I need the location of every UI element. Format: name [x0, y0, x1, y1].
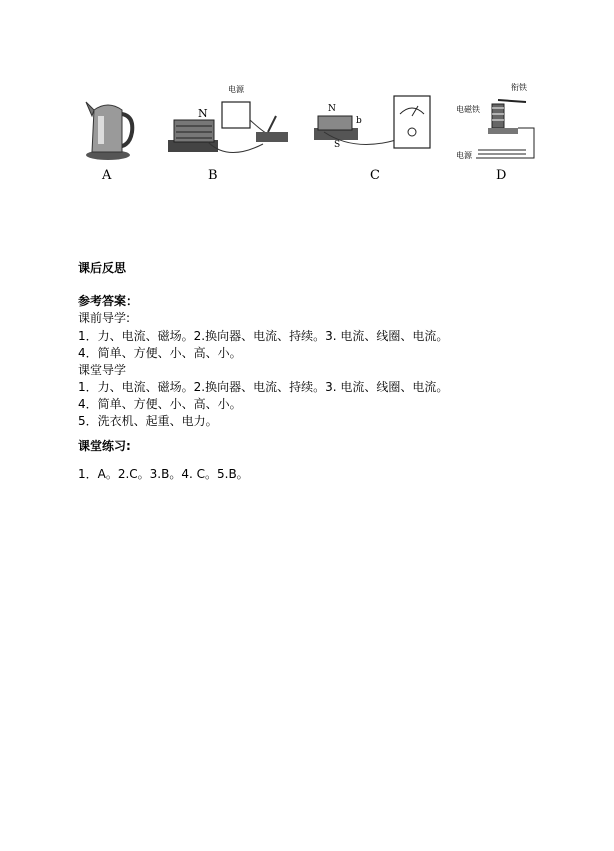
class-answer-line-3: 5．洗衣机、起重、电力。 [78, 414, 218, 428]
figure-a [78, 92, 138, 183]
kettle-illustration [78, 92, 138, 162]
class-answer-line-1: 1．力、电流、磁场。2.换向器、电流、持续。3. 电流、线圈、电流。 [78, 380, 449, 394]
figure-c-caption: C [370, 168, 380, 183]
class-answer-line-2: 4．简单、方便、小、高、小。 [78, 397, 242, 411]
figure-c-pole-n: N [328, 104, 336, 114]
figure-d [456, 83, 548, 183]
answers-heading: 参考答案： [78, 294, 139, 308]
figure-c-label-b: b [356, 116, 362, 126]
preview-answer-line-2: 4．简单、方便、小、高、小。 [78, 346, 242, 360]
preview-heading: 课前导学: [78, 311, 131, 325]
reflection-heading: 课后反思 [78, 261, 127, 275]
figure-b-caption: B [208, 168, 218, 183]
figure-b-power-label: 电源 [228, 85, 244, 94]
generator-meter-illustration [314, 92, 434, 162]
figure-b [168, 85, 293, 183]
figure-c-pole-s: S [334, 140, 341, 150]
motor-circuit-illustration [168, 92, 293, 162]
class-guide-heading: 课堂导学 [78, 363, 127, 377]
exercise-heading: 课堂练习: [78, 439, 131, 453]
preview-answer-line-1: 1．力、电流、磁场。2.换向器、电流、持续。3. 电流、线圈、电流。 [78, 329, 449, 343]
figure-d-caption: D [496, 168, 507, 183]
figure-c [314, 92, 434, 183]
exercise-answer-line: 1．A。2.C。3.B。4. C。5.B。 [78, 467, 249, 481]
figure-d-electromagnet-label: 电磁铁 [456, 105, 480, 114]
figure-strip [78, 83, 548, 192]
figure-a-caption: A [102, 168, 112, 183]
figure-d-power-label: 电源 [456, 151, 472, 160]
figure-d-iron-core-label: 衔铁 [511, 83, 527, 92]
figure-b-pole-n: N [198, 107, 208, 120]
